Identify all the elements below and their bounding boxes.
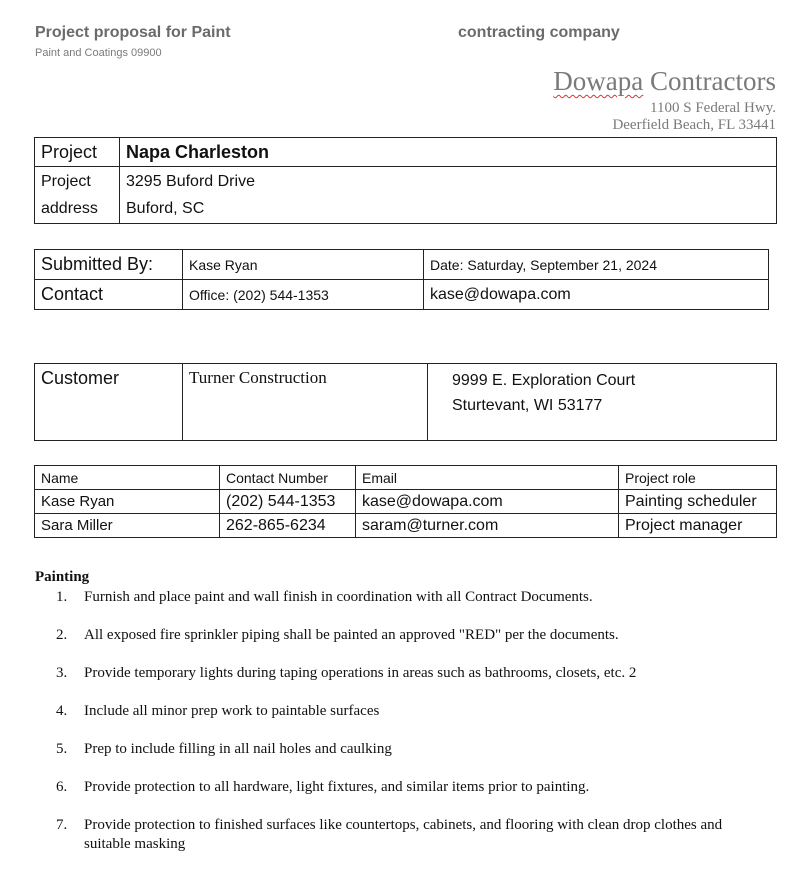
submitted-by-name: Kase Ryan — [183, 250, 424, 280]
company-address-line1: 1100 S Federal Hwy. — [650, 100, 776, 116]
project-label: Project — [35, 138, 120, 167]
people-table — [34, 465, 777, 538]
submission-date: Date: Saturday, September 21, 2024 — [424, 250, 769, 280]
list-item: 5. Prep to include filling in all nail holes and caulking — [56, 741, 392, 757]
cell-project-role: Painting scheduler — [619, 490, 777, 514]
header-contact-number: Contact Number — [220, 466, 356, 490]
office-phone: Office: (202) 544-1353 — [183, 280, 424, 310]
cell-name: Kase Ryan — [35, 490, 220, 514]
project-name: Napa Charleston — [120, 138, 777, 167]
list-item-text: Provide temporary lights during taping operations in areas such as bathrooms, closets, etc. 2 — [84, 665, 637, 681]
project-address-label-line1: Project — [41, 173, 91, 190]
cell-email: kase@dowapa.com — [356, 490, 619, 514]
customer-address — [428, 364, 777, 441]
document-subtitle: Paint and Coatings 09900 — [35, 47, 162, 59]
contact-email: kase@dowapa.com — [424, 280, 769, 310]
project-address-label — [35, 167, 120, 224]
cell-contact-number: (202) 544-1353 — [220, 490, 356, 514]
header-name: Name — [35, 466, 220, 490]
list-item: 6. Provide protection to all hardware, light fixtures, and similar items prior to painting. — [56, 779, 590, 795]
project-address-line2: Buford, SC — [126, 200, 205, 217]
list-item-text: Prep to include filling in all nail holes and caulking — [84, 741, 392, 757]
contact-label: Contact — [35, 280, 183, 310]
list-item: 7. Provide protection to finished surfaces like countertops, cabinets, and flooring with clean drop clothes and suitable masking — [56, 817, 723, 852]
cell-name: Sara Miller — [35, 514, 220, 538]
list-item: 4. Include all minor prep work to paintable surfaces — [56, 703, 380, 719]
painting-section-title: Painting — [35, 569, 90, 585]
table-row — [35, 490, 777, 514]
header-right-label: contracting company — [458, 24, 620, 41]
list-item-text: Provide protection to finished surfaces like countertops, cabinets, and flooring with clean drop clothes and suitable masking — [84, 817, 723, 852]
list-item-text: Include all minor prep work to paintable surfaces — [84, 703, 380, 719]
cell-email: saram@turner.com — [356, 514, 619, 538]
list-item-text: Furnish and place paint and wall finish in coordination with all Contract Documents. — [84, 589, 593, 605]
company-name — [553, 66, 776, 97]
header-email: Email — [356, 466, 619, 490]
people-table-header — [35, 466, 777, 490]
list-item: 2. All exposed fire sprinkler piping shall be painted an approved "RED" per the documents. — [56, 627, 619, 643]
customer-name: Turner Construction — [183, 364, 428, 441]
customer-address-line2: Sturtevant, WI 53177 — [452, 397, 603, 414]
project-address-label-line2: address — [41, 200, 98, 217]
list-item: 1. Furnish and place paint and wall finish in coordination with all Contract Documents. — [56, 589, 593, 605]
list-item: 3. Provide temporary lights during taping operations in areas such as bathrooms, closets, etc. 2 — [56, 665, 637, 681]
submitted-by-label: Submitted By: — [35, 250, 183, 280]
table-row — [35, 514, 777, 538]
company-name-part2: Contractors — [643, 66, 776, 96]
customer-address-line1: 9999 E. Exploration Court — [452, 372, 636, 389]
list-item-text: Provide protection to all hardware, light fixtures, and similar items prior to painting. — [84, 779, 590, 795]
document-title: Project proposal for Paint — [35, 24, 231, 41]
painting-list — [42, 588, 762, 873]
submission-table — [34, 249, 769, 310]
company-address-line2: Deerfield Beach, FL 33441 — [612, 117, 776, 133]
project-address — [120, 167, 777, 224]
cell-contact-number: 262-865-6234 — [220, 514, 356, 538]
customer-table — [34, 363, 777, 441]
project-table — [34, 137, 777, 224]
company-name-part1: Dowapa — [553, 66, 644, 96]
cell-project-role: Project manager — [619, 514, 777, 538]
project-address-line1: 3295 Buford Drive — [126, 173, 255, 190]
list-item-text: All exposed fire sprinkler piping shall be painted an approved "RED" per the documents. — [84, 627, 619, 643]
customer-label: Customer — [35, 364, 183, 441]
header-project-role: Project role — [619, 466, 777, 490]
